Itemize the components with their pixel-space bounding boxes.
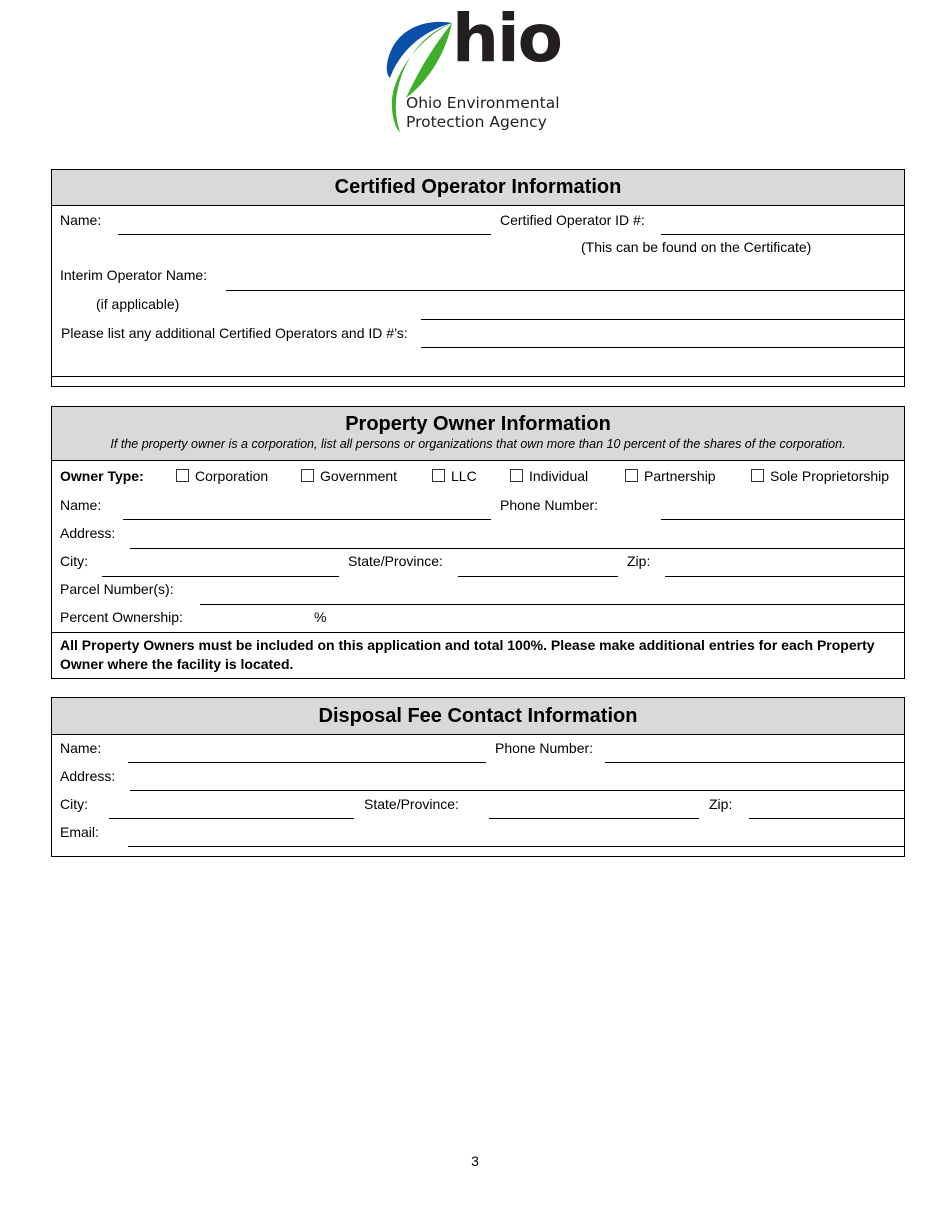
owner-city-field[interactable] — [102, 576, 339, 577]
owner-type-label: Owner Type: — [60, 468, 144, 484]
operator-name-field[interactable] — [118, 234, 491, 235]
name-label: Name: — [60, 212, 102, 228]
option-label: LLC — [451, 468, 477, 484]
logo-wordmark: hio — [452, 0, 561, 77]
checkbox[interactable] — [301, 469, 314, 482]
disposal-fee-contact-section — [51, 697, 905, 857]
owner-name-label: Name: — [60, 497, 102, 513]
percent-sign: % — [314, 609, 327, 625]
additional-operators-label: Please list any additional Certified Operators and ID #’s: — [61, 325, 408, 341]
interim-operator-label: Interim Operator Name: — [60, 267, 208, 283]
page-number: 3 — [471, 1153, 479, 1169]
owner-state-field[interactable] — [458, 576, 618, 577]
owner-type-corporation[interactable] — [176, 468, 268, 484]
owner-type-llc[interactable] — [432, 468, 477, 484]
agency-line-2: Protection Agency — [406, 113, 547, 131]
interim-operator-field-2[interactable] — [421, 319, 904, 320]
contact-state-label: State/Province: — [364, 796, 459, 812]
operator-id-field[interactable] — [661, 234, 904, 235]
checkbox[interactable] — [625, 469, 638, 482]
contact-city-label: City: — [60, 796, 88, 812]
agency-name — [406, 94, 576, 132]
owner-phone-label: Phone Number: — [500, 497, 599, 513]
interim-operator-field[interactable] — [226, 290, 904, 291]
option-label: Sole Proprietorship — [770, 468, 890, 484]
option-label: Corporation — [195, 468, 269, 484]
owners-total-notice: All Property Owners must be included on this application and total 100%. Please make additional entries for each Property Owner where the facility is located. — [60, 637, 875, 672]
owner-city-label: City: — [60, 553, 88, 569]
additional-operators-field-1[interactable] — [421, 347, 904, 348]
operator-id-label: Certified Operator ID #: — [500, 212, 645, 228]
owner-type-individual[interactable] — [510, 468, 588, 484]
operator-id-note: (This can be found on the Certificate) — [581, 239, 812, 255]
contact-address-label: Address: — [60, 768, 116, 784]
percent-ownership-label: Percent Ownership: — [60, 609, 183, 625]
checkbox[interactable] — [510, 469, 523, 482]
contact-phone-field[interactable] — [605, 762, 904, 763]
owner-address-field[interactable] — [130, 548, 904, 549]
contact-email-field[interactable] — [128, 846, 904, 847]
owner-state-label: State/Province: — [348, 553, 443, 569]
contact-city-field[interactable] — [109, 818, 354, 819]
contact-address-field[interactable] — [130, 790, 904, 791]
contact-name-label: Name: — [60, 740, 102, 756]
contact-state-field[interactable] — [489, 818, 699, 819]
contact-name-field[interactable] — [128, 762, 486, 763]
owner-type-government[interactable] — [301, 468, 397, 484]
owner-name-field[interactable] — [123, 519, 491, 520]
parcel-number-label: Parcel Number(s): — [60, 581, 174, 597]
certified-operator-section — [51, 169, 905, 387]
option-label: Government — [320, 468, 398, 484]
owner-zip-label: Zip: — [627, 553, 651, 569]
checkbox[interactable] — [432, 469, 445, 482]
contact-email-label: Email: — [60, 824, 99, 840]
option-label: Partnership — [644, 468, 716, 484]
section-title: Property Owner Information — [345, 413, 611, 435]
owner-type-partnership[interactable] — [625, 468, 716, 484]
checkbox[interactable] — [176, 469, 189, 482]
parcel-number-field[interactable] — [200, 604, 904, 605]
owner-type-sole-proprietorship[interactable] — [751, 468, 889, 484]
section-header — [52, 698, 904, 735]
section-header — [52, 407, 904, 461]
owner-phone-field[interactable] — [661, 519, 904, 520]
agency-line-1: Ohio Environmental — [406, 94, 560, 112]
owner-zip-field[interactable] — [665, 576, 904, 577]
interim-operator-note: (if applicable) — [96, 296, 180, 312]
contact-zip-field[interactable] — [749, 818, 904, 819]
row-divider — [52, 632, 904, 633]
additional-operators-field-2[interactable] — [52, 376, 904, 377]
checkbox[interactable] — [751, 469, 764, 482]
section-title: Disposal Fee Contact Information — [318, 705, 638, 727]
contact-zip-label: Zip: — [709, 796, 733, 812]
contact-phone-label: Phone Number: — [495, 740, 594, 756]
section-header — [52, 170, 904, 206]
property-owner-section — [51, 406, 905, 679]
owner-address-label: Address: — [60, 525, 116, 541]
ohio-epa-logo — [384, 0, 574, 135]
option-label: Individual — [529, 468, 589, 484]
section-subtitle: If the property owner is a corporation, list all persons or organizations that own more than 10 percent of the shares of the corporation. — [110, 437, 846, 451]
section-title: Certified Operator Information — [334, 176, 622, 198]
operator-name-row — [52, 206, 904, 234]
